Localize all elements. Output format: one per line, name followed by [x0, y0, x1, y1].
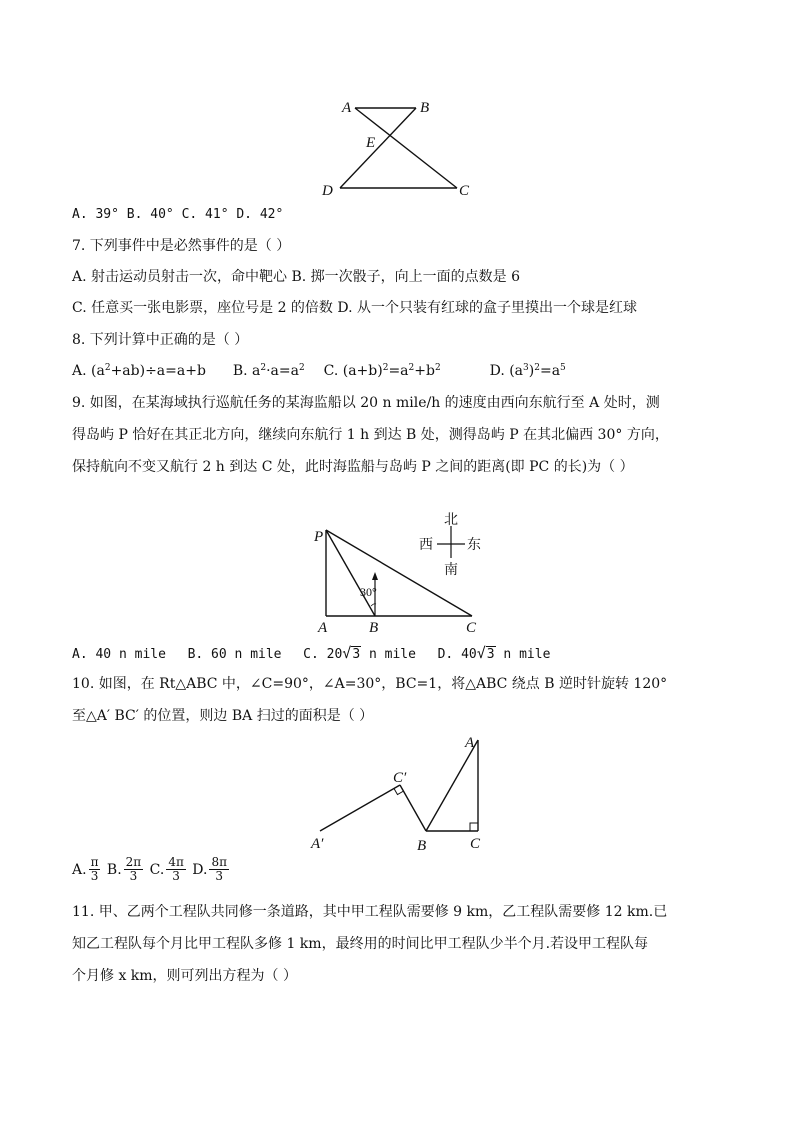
q8-stem: 8. 下列计算中正确的是（ ）	[72, 332, 249, 348]
label-c: C	[466, 620, 477, 636]
q9-option-d: D. 40√3 n mile	[437, 644, 551, 662]
q9-line1: 9. 如图，在某海域执行巡航任务的某海监船以 20 n mile/h 的速度由西向东航行至 A 处时，测	[72, 395, 660, 411]
east-label: 东	[467, 537, 481, 553]
q8-options	[72, 361, 566, 381]
q9-line3: 保持航向不变又航行 2 h 到达 C 处，此时海监船与岛屿 P 之间的距离(即 PC 的长)为（ ）	[72, 459, 634, 475]
q6-options: A. 39° B. 40° C. 41° D. 42°	[72, 207, 284, 222]
label-a-prime: A′	[311, 836, 324, 852]
label-a: A	[318, 620, 328, 636]
q10-option-a: A. $\frac{\pi}{3}$	[72, 855, 99, 883]
label-c: C	[470, 836, 481, 852]
figure-rotation	[305, 728, 495, 856]
north-label: 北	[444, 512, 458, 528]
figure-sea-patrol	[310, 508, 500, 638]
q8-option-b: B. $a^2\cdot a=a^2$	[232, 363, 305, 379]
q9-option-c: C. 20√3 n mile	[303, 644, 416, 662]
label-b: B	[417, 838, 427, 854]
label-e: E	[366, 135, 376, 151]
label-d: D	[322, 183, 333, 199]
west-label: 西	[419, 537, 433, 553]
label-p: P	[314, 529, 324, 545]
q8-option-a: A. $(a^2+ab)\div a=a+b$	[72, 363, 206, 379]
q11-line3: 个月修 x km，则可列出方程为（ ）	[72, 968, 298, 984]
q9-option-a: A. 40 n mile	[72, 647, 166, 662]
q11-line1: 11. 甲、乙两个工程队共同修一条道路，其中甲工程队需要修 9 km，乙工程队需要修 12 km.已	[72, 904, 668, 920]
q9-option-b: B. 60 n mile	[187, 647, 282, 662]
label-c: C	[459, 183, 470, 199]
label-a: A	[342, 100, 352, 116]
label-b: B	[420, 100, 430, 116]
q9-line2: 得岛屿 P 恰好在其正北方向，继续向东航行 1 h 到达 B 处，测得岛屿 P 在其北偏西 30° 方向，	[72, 427, 669, 443]
q7-options-cd: C. 任意买一张电影票，座位号是 2 的倍数 D. 从一个只装有红球的盒子里摸出一个球是红球	[72, 300, 637, 316]
q8-option-d: D. $(a^3)^2=a^5$	[489, 363, 566, 379]
q10-option-c: C. $\frac{4\pi}{3}$	[149, 855, 184, 883]
q10-option-d: D. $\frac{8\pi}{3}$	[192, 855, 228, 883]
label-b: B	[369, 620, 379, 636]
label-a: A	[465, 735, 475, 751]
label-c-prime: C′	[393, 770, 407, 786]
angle-label: 30°	[360, 585, 377, 599]
q11-line2: 知乙工程队每个月比甲工程队多修 1 km，最终用的时间比甲工程队少半个月.若设甲工程队每	[72, 936, 649, 952]
q10-line1: 10. 如图，在 Rt△ABC 中，∠C=90°，∠A=30°，BC=1，将△ABC 绕点 B 逆时针旋转 120°	[72, 676, 668, 692]
q10-line2: 至△A′ BC′ 的位置，则边 BA 扫过的面积是（ ）	[72, 708, 374, 724]
figure-triangles-abedc	[320, 92, 480, 204]
q7-stem: 7. 下列事件中是必然事件的是（ ）	[72, 238, 291, 254]
q9-options	[72, 643, 550, 665]
south-label: 南	[444, 562, 458, 578]
q8-option-c: C. $(a+b)^2=a^2+b^2$	[323, 363, 441, 379]
q10-options	[72, 856, 231, 883]
q10-option-b: B. $\frac{2\pi}{3}$	[106, 855, 142, 883]
q7-options-ab: A. 射击运动员射击一次，命中靶心 B. 掷一次骰子，向上一面的点数是 6	[72, 269, 521, 285]
